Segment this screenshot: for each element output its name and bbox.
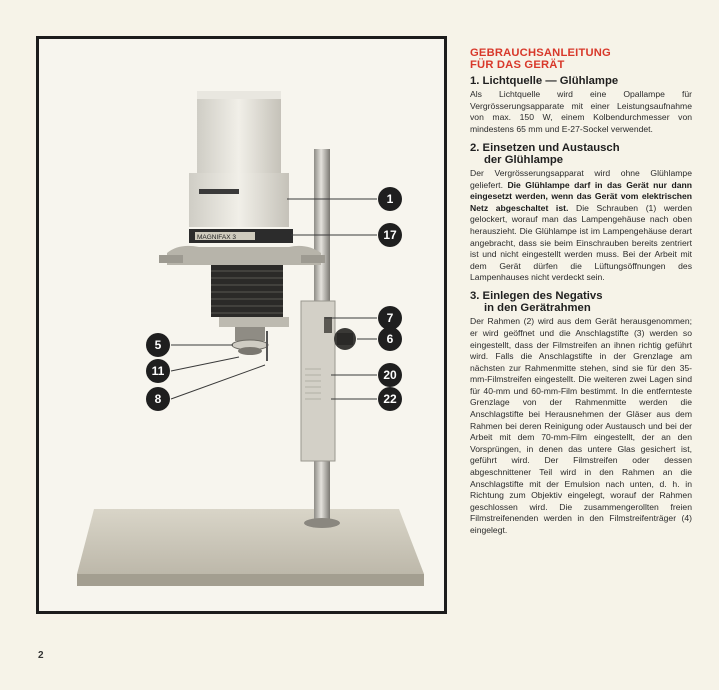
callout-7: 7 [378,306,402,330]
callout-6: 6 [378,327,402,351]
callout-17: 17 [378,223,402,247]
section-3-title-line-2: in den Gerätrahmen [484,302,591,315]
section-2-title [470,142,692,166]
section-2-body-intro: Der Vergrösserungsapparat wird ohne Glühlampe geliefert. [470,167,692,190]
lamp-housing [197,91,281,173]
callout-5: 5 [146,333,170,357]
brand-label: MAGNIFAX 3 [197,234,237,241]
section-3-title [470,290,692,314]
section-2-body [470,168,692,284]
callout-1: 1 [378,187,402,211]
section-2-body-warning: Die Glühlampe darf in das Gerät nur dann eingesetzt werden, wenn das Gerät vom elektrischen Netz abgeschaltet ist. [470,179,692,213]
instructions-column [470,48,692,543]
heading-line-2: FÜR DAS GERÄT [470,58,565,71]
section-3-title-line-1: 3. Einlegen des Negativs [470,289,603,302]
heading-line-1: GEBRAUCHSANLEITUNG [470,47,611,59]
callout-22: 22 [378,387,402,411]
baseboard [77,509,424,574]
callout-11: 11 [146,359,170,383]
callout-20: 20 [378,363,402,387]
callout-8: 8 [146,387,170,411]
section-2-title-line-1: 2. Einsetzen und Austausch [470,141,620,154]
section-1-body: Als Lichtquelle wird eine Opallampe für Vergrösserungsapparate mit einer Leistungsaufnahme von max. 150 W, einem Kolbendurchmesser von mindestens 65 mm und E-27-Sockel verwendet. [470,89,692,134]
section-3-body: Der Rahmen (2) wird aus dem Gerät herausgenommen; er wird geöffnet und die Anschlagstifte (3) werden so eingestellt, dass der Filmstreifen an ihnen richtig geführt wird. Falls die Anschlagstifte in der Grenzlage am nächsten zur Rahmenmitte stehen, sind sie für den 35-mm-Filmstreifen eingestellt. Die weiteren zwei Lagen sind für 40-mm und 60-mm-Film bestimmt. In die entfernteste Grenzlage von der Rahmenmitte werden die Anschlagstifte bei Herausnehmen der Gläser aus dem Rahmen bei deren Reinigung oder Austausch und bei der Arbeit mit dem 70-mm-Film eingestellt, der an den Vorsprüngen, in denen das untere Glas gesichert ist, geführt wird. Der Filmstreifen oder dessen abgeschnittener Teil wird in den Rahmen an die Anschlagstifte mit der Emulsion nach unten, d. h. in Richtung zum Objektiv eingelegt, worauf der Rahmen geschlossen wird. Die zusammengerollten freien Filmstreifenenden werden in den Filmstreifenträger (4) eingelegt. [470,316,692,536]
bellows [211,265,283,317]
section-2-title-line-2: der Glühlampe [484,153,564,166]
section-1-title: 1. Lichtquelle — Glühlampe [470,75,619,87]
section-2-body-rest: Die Schrauben (1) werden gelockert, worauf man das Lampengehäuse nach oben herauszieht. Die Glühlampe ist im Lampengehäuse derart angebracht, dass sie beim Einschrauben bereits zentriert ist und nicht eingestellt werden muss. Bei der Arbeit mit dem Gerät dürfen die Lüftungsöffnungen des Lampenhauses nicht verdeckt sein. [470,202,693,283]
page-number: 2 [38,650,44,661]
figure-frame [36,36,447,614]
